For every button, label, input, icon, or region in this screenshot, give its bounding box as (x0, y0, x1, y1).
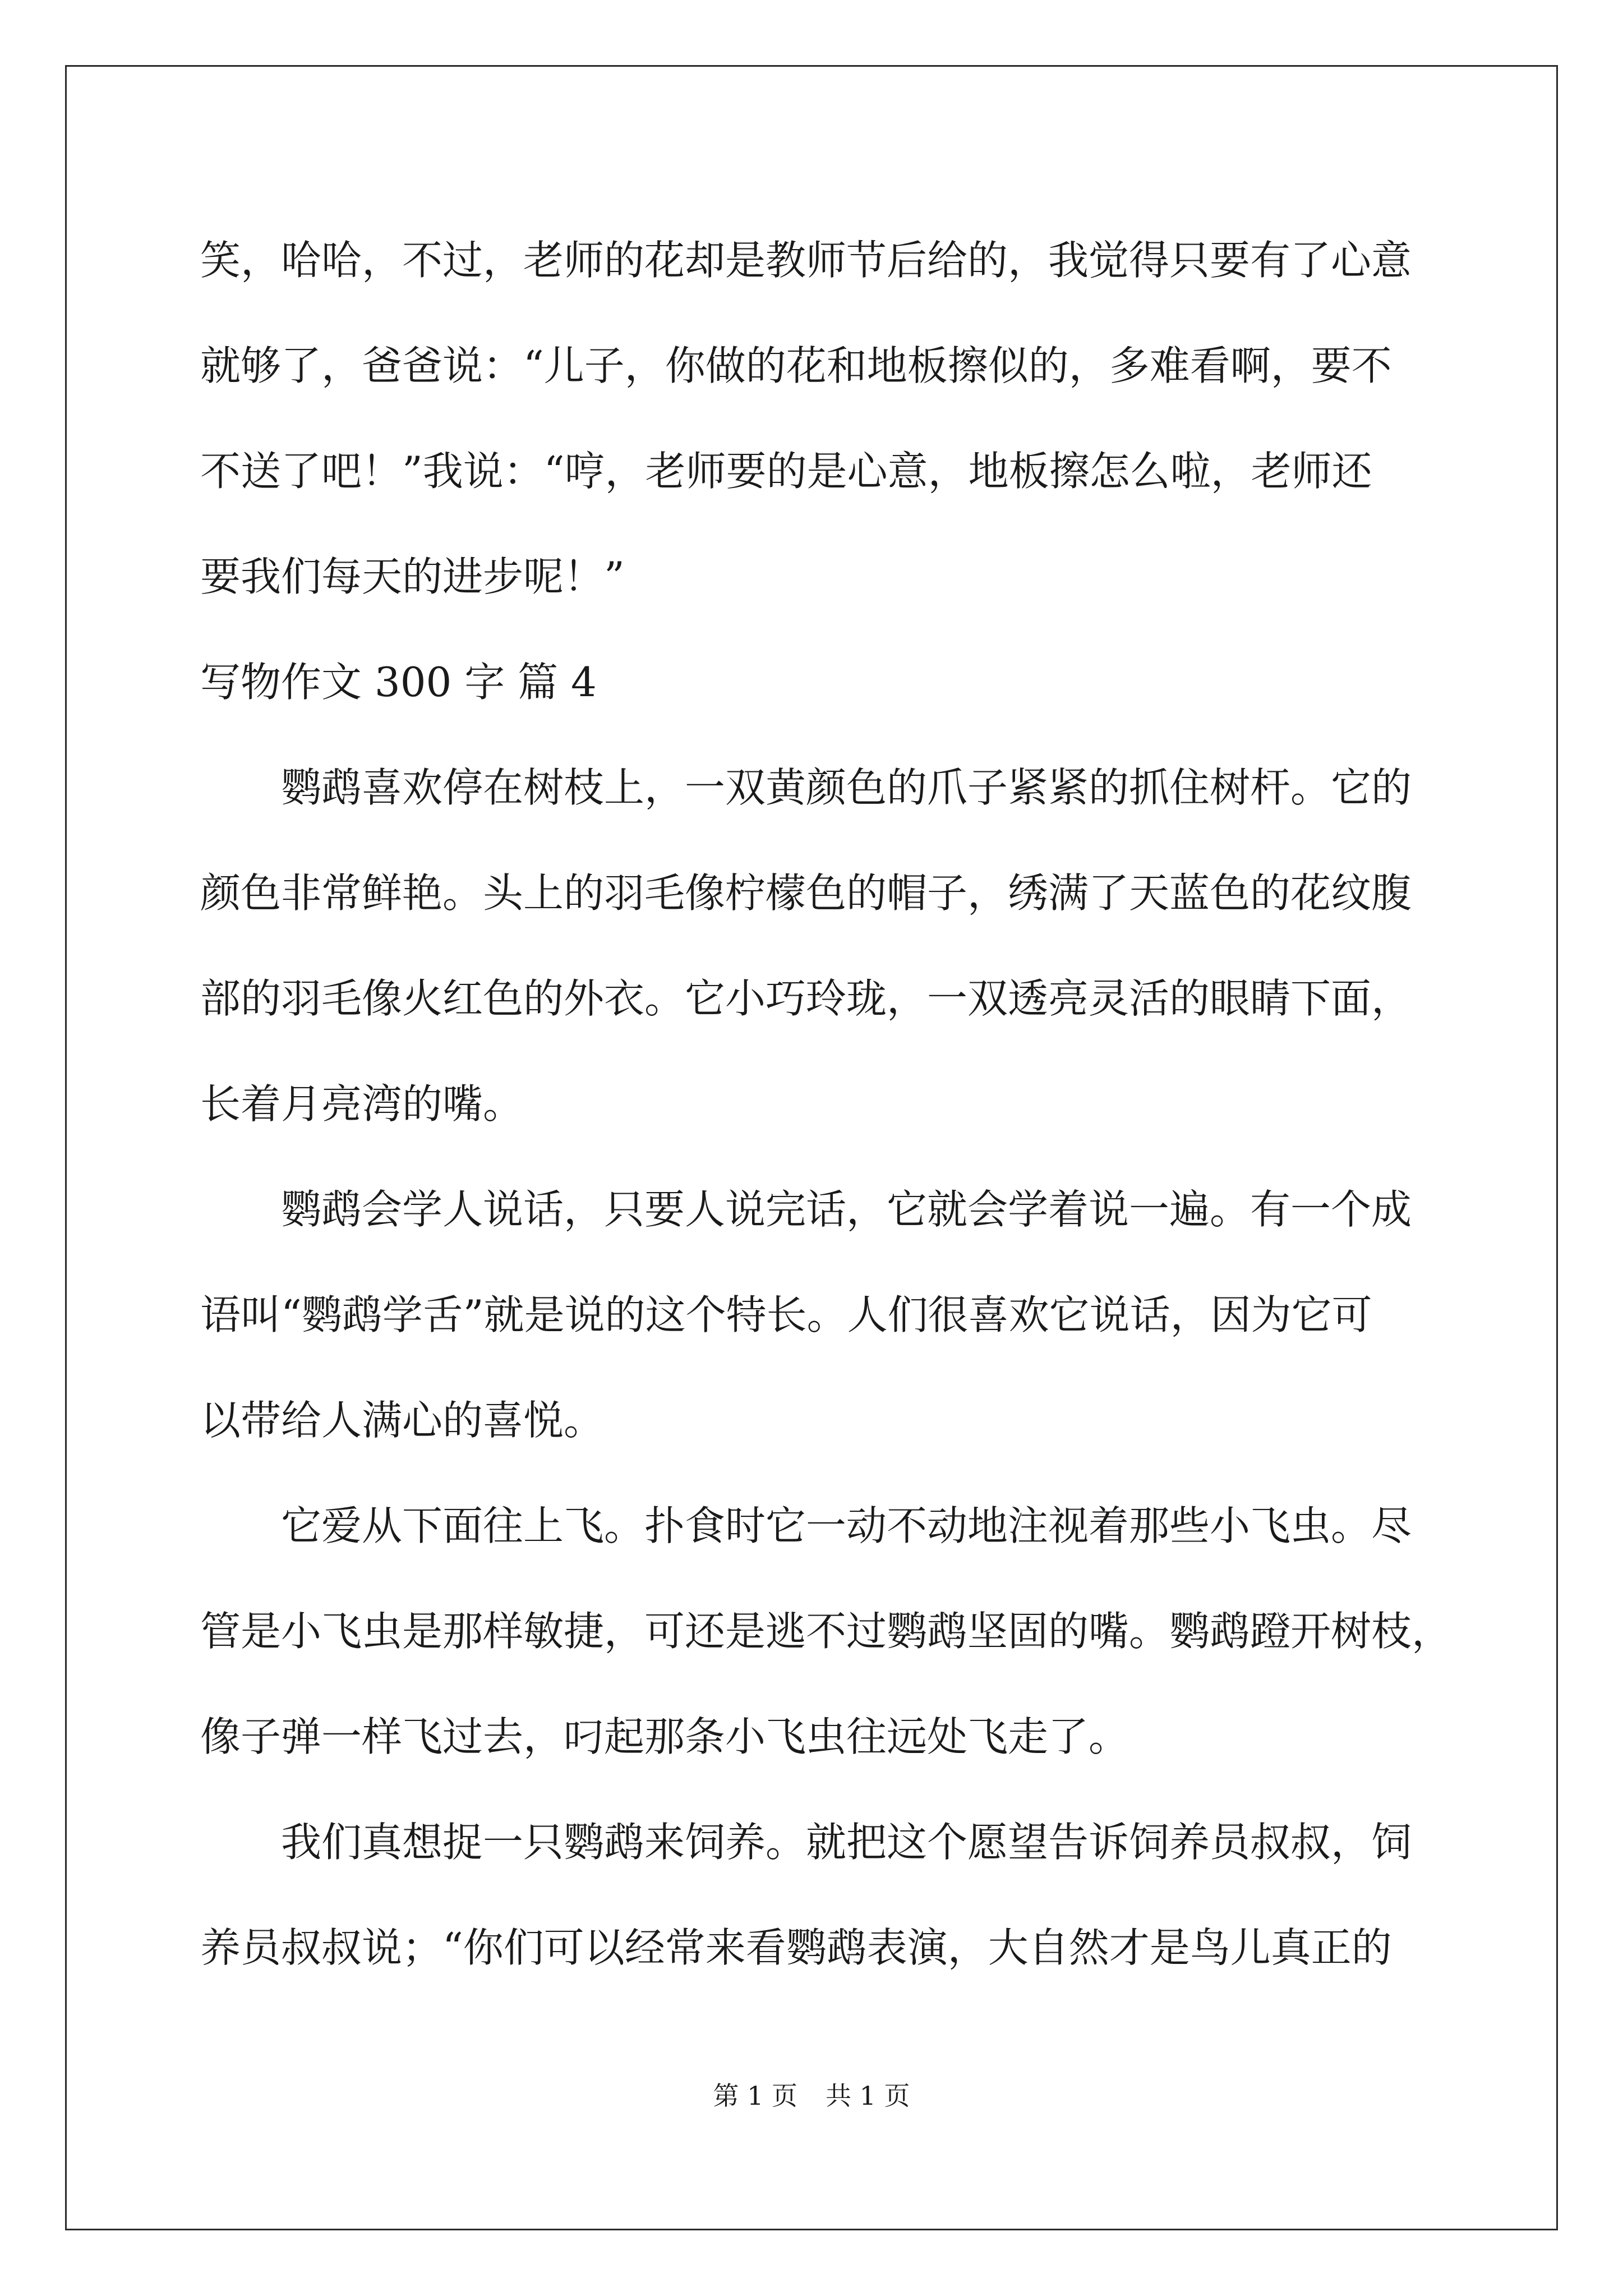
section-heading: 写物作文 300 字 篇 4 (200, 659, 597, 706)
page-footer (0, 2076, 1623, 2113)
page-total: 共 1 页 (826, 2081, 910, 2111)
text-line: 以带给人满心的喜悦。 (200, 1397, 605, 1444)
page-number: 第 1 页 (713, 2081, 797, 2111)
text-line: 管是小飞虫是那样敏捷，可还是逃不过鹦鹉坚固的嘴。鹦鹉蹬开树枝， (200, 1608, 1453, 1655)
text-line: 养员叔叔说；“你们可以经常来看鹦鹉表演，大自然才是鸟儿真正的 (200, 1924, 1392, 1971)
text-line: 鹦鹉喜欢停在树枝上，一双黄颜色的爪子紧紧的抓住树杆。它的 (200, 764, 1412, 811)
document-body (200, 208, 1453, 2000)
text-line: 它爱从下面往上飞。扑食时它一动不动地注视着那些小飞虫。尽 (200, 1502, 1412, 1549)
text-line: 长着月亮湾的嘴。 (200, 1080, 524, 1128)
text-line: 笑，哈哈，不过，老师的花却是教师节后给的，我觉得只要有了心意 (200, 237, 1412, 284)
text-line: 语叫“鹦鹉学舌”就是说的这个特长。人们很喜欢它说话，因为它可 (200, 1291, 1372, 1338)
text-line: 要我们每天的进步呢！” (200, 553, 625, 600)
text-line: 部的羽毛像火红色的外衣。它小巧玲珑，一双透亮灵活的眼睛下面， (200, 975, 1412, 1022)
text-line: 鹦鹉会学人说话，只要人说完话，它就会学着说一遍。有一个成 (200, 1186, 1412, 1233)
text-line: 颜色非常鲜艳。头上的羽毛像柠檬色的帽子，绣满了天蓝色的花纹腹 (200, 869, 1412, 917)
text-line: 就够了，爸爸说：“儿子，你做的花和地板擦似的，多难看啊，要不 (200, 342, 1392, 389)
text-line: 不送了吧！”我说：“哼，老师要的是心意，地板擦怎么啦，老师还 (200, 448, 1372, 495)
text-line: 我们真想捉一只鹦鹉来饲养。就把这个愿望告诉饲养员叔叔，饲 (200, 1819, 1412, 1866)
text-line: 像子弹一样飞过去，叼起那条小飞虫往远处飞走了。 (200, 1713, 1129, 1760)
